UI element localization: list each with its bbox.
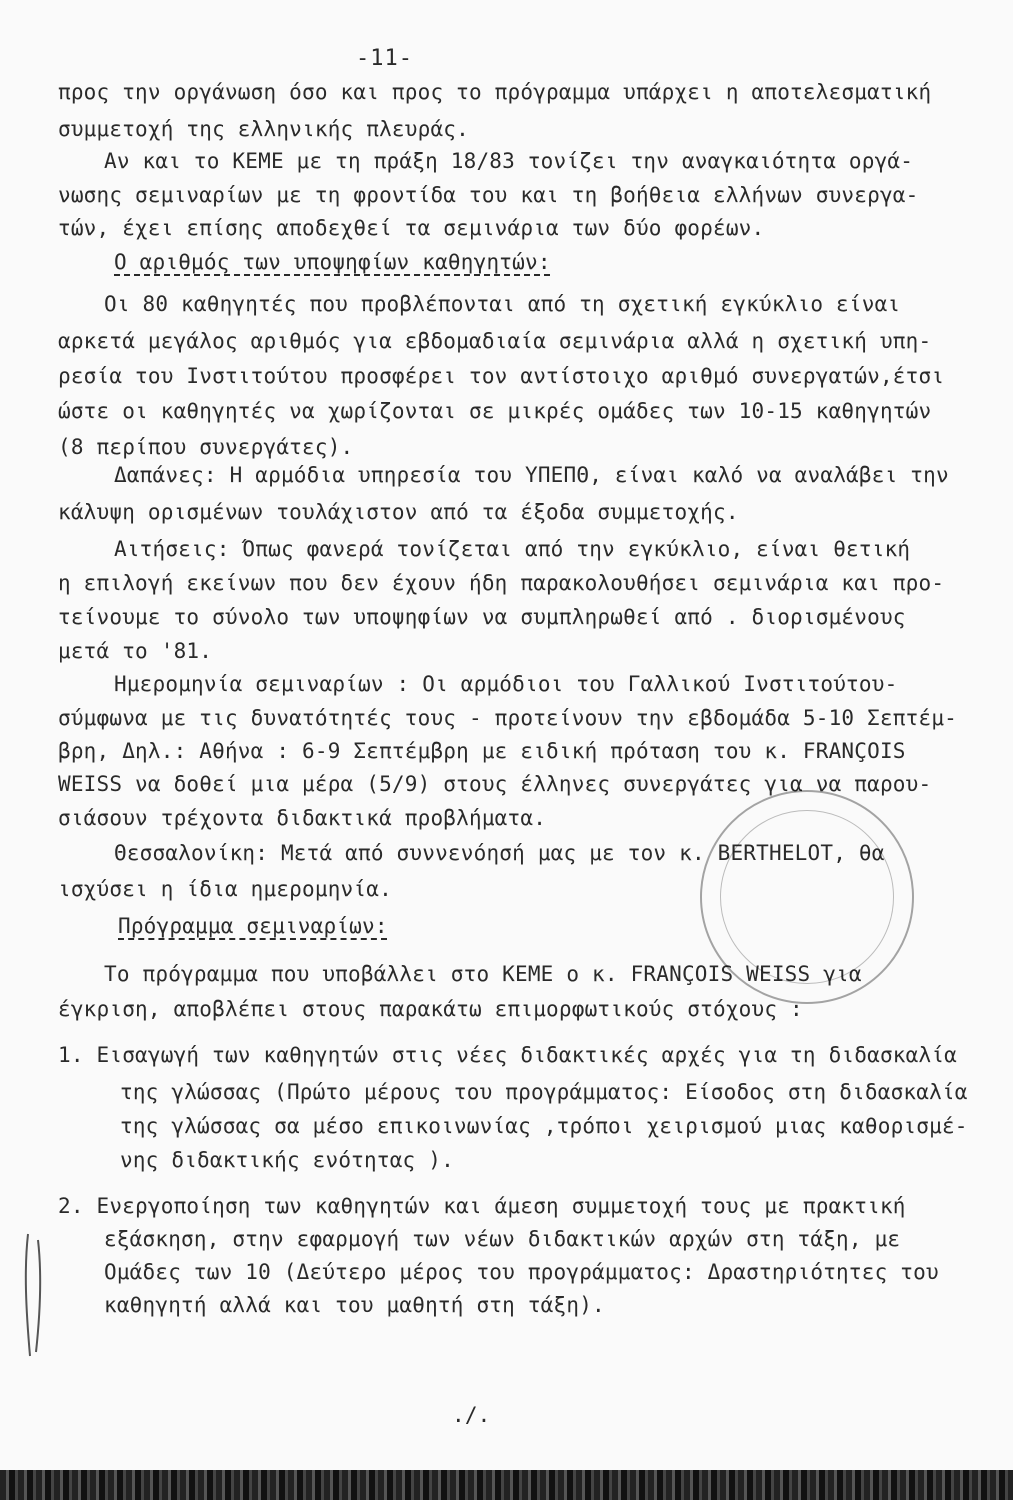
margin-pen-mark [14,1230,54,1360]
section-heading: Πρόγραμμα σεμιναρίων: [118,914,388,938]
text-line: προς την οργάνωση όσο και προς το πρόγραμμα υπάρχει η αποτελεσματική [58,80,932,104]
text-line: νωσης σεμιναρίων με τη φροντίδα του και τη βοήθεια ελλήνων συνεργα- [58,183,919,207]
text-line: νης διδακτικής ενότητας ). [120,1148,454,1172]
section-heading: Ο αριθμός των υποψηφίων καθηγητών: [114,250,551,274]
text-line: καθηγητή αλλά και του μαθητή στη τάξη). [104,1293,605,1317]
scan-edge-band [0,1470,1013,1500]
official-stamp [700,790,914,1004]
page-number: -11- [356,46,413,71]
text-line: βρη, Δηλ.: Αθήνα : 6-9 Σεπτέμβρη με ειδική πρόταση του κ. FRANÇOIS [58,739,906,763]
text-line: ισχύσει η ίδια ημερομηνία. [58,877,392,901]
text-line: τών, έχει επίσης αποδεχθεί τα σεμινάρια των δύο φορέων. [58,216,765,240]
text-line: (8 περίπου συνεργάτες). [58,435,354,459]
text-line: ρεσία του Ινστιτούτου προσφέρει τον αντίστοιχο αριθμό συνεργατών,έτσι [58,364,945,388]
list-item: 1. Εισαγωγή των καθηγητών στις νέες διδακτικές αρχές για τη διδασκαλία [58,1043,958,1067]
list-item: 2. Ενεργοποίηση των καθηγητών και άμεση συμμετοχή τους με πρακτική [58,1194,906,1218]
text-line: τείνουμε το σύνολο των υποψηφίων να συμπληρωθεί από . διορισμένους [58,605,906,629]
page-continuation-mark: ./. [452,1403,491,1427]
text-line: Αν και το ΚΕΜΕ με τη πράξη 18/83 τονίζει την αναγκαιότητα οργά- [104,149,914,173]
text-line: Το πρόγραμμα που υποβάλλει στο ΚΕΜΕ ο κ. FRANÇOIS WEISS για [104,962,862,986]
text-line: της γλώσσας (Πρώτο μέρους του προγράμματος: Είσοδος στη διδασκαλία [120,1080,968,1104]
text-line: εξάσκηση, στην εφαρμογή των νέων διδακτικών αρχών στη τάξη, με [104,1227,901,1251]
text-line: σιάσουν τρέχοντα διδακτικά προβλήματα. [58,806,547,830]
text-line: έγκριση, αποβλέπει στους παρακάτω επιμορφωτικούς στόχους : [58,997,803,1021]
text-line: συμμετοχή της ελληνικής πλευράς. [58,117,469,141]
text-line: Δαπάνες: Η αρμόδια υπηρεσία του ΥΠΕΠΘ, είναι καλό να αναλάβει την [114,463,949,487]
text-line: Οι 80 καθηγητές που προβλέπονται από τη σχετική εγκύκλιο είναι [104,292,901,316]
text-line: ώστε οι καθηγητές να χωρίζονται σε μικρές ομάδες των 10-15 καθηγητών [58,399,932,423]
text-line: Αιτήσεις: Όπως φανερά τονίζεται από την εγκύκλιο, είναι θετική [114,537,911,561]
text-line: Ομάδες των 10 (Δεύτερο μέρος του προγράμματος: Δραστηριότητες του [104,1260,939,1284]
text-line: μετά το '81. [58,639,213,663]
text-line: σύμφωνα με τις δυνατότητές τους - προτείνουν την εβδομάδα 5-10 Σεπτέμ- [58,706,958,730]
text-line: αρκετά μεγάλος αριθμός για εβδομαδιαία σεμινάρια αλλά η σχετική υπη- [58,329,932,353]
text-line: WEISS να δοθεί μια μέρα (5/9) στους έλληνες συνεργάτες για να παρου- [58,772,932,796]
text-line: Ημερομηνία σεμιναρίων : Οι αρμόδιοι του Γαλλικού Ινστιτούτου- [114,672,898,696]
text-line: της γλώσσας σα μέσο επικοινωνίας ,τρόποι χειρισμού μιας καθορισμέ- [120,1114,968,1138]
text-line: κάλυψη ορισμένων τουλάχιστον από τα έξοδα συμμετοχής. [58,500,739,524]
text-line: Θεσσαλονίκη: Μετά από συννενόησή μας με τον κ. BERTHELOT, θα [114,841,885,865]
text-line: η επιλογή εκείνων που δεν έχουν ήδη παρακολουθήσει σεμινάρια και προ- [58,571,945,595]
